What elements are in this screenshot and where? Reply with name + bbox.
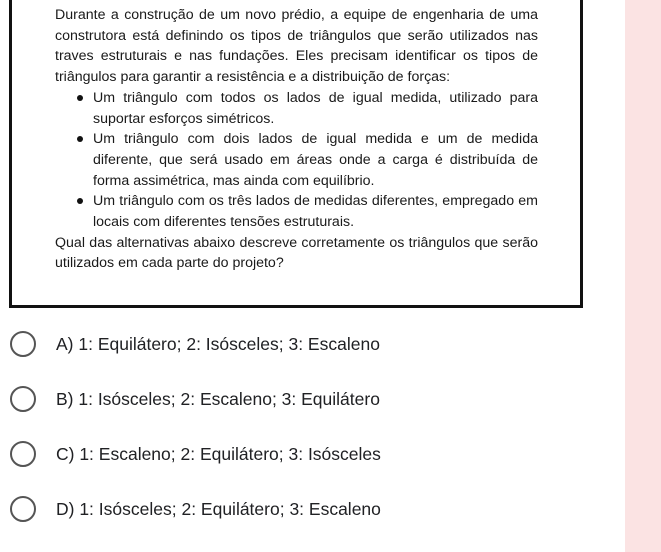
option-c[interactable] xyxy=(10,437,381,471)
option-d[interactable] xyxy=(10,492,381,526)
question-intro: Durante a construção de um novo prédio, a equipe de engenharia de uma construtora está definindo os tipos de triângulos que serão utilizados nas traves estruturais e nas fundações. Eles precisam identificar os tipos de triângulos para garantir a resistência e a distribuição de forças: xyxy=(55,7,538,86)
option-b-label: B) 1: Isósceles; 2: Escaleno; 3: Equilátero xyxy=(56,388,380,409)
bullet-item-1: Um triângulo com todos os lados de igual medida, utilizado para suportar esforços simétricos. xyxy=(93,88,538,129)
option-d-label: D) 1: Isósceles; 2: Equilátero; 3: Escaleno xyxy=(56,498,381,519)
radio-a[interactable] xyxy=(10,331,36,357)
option-c-label: C) 1: Escaleno; 2: Equilátero; 3: Isósceles xyxy=(56,443,381,464)
bullet-item-3: Um triângulo com os três lados de medidas diferentes, empregado em locais com diferentes tensões estruturais. xyxy=(93,191,538,232)
radio-c[interactable] xyxy=(10,441,36,467)
question-text xyxy=(55,5,538,274)
option-b[interactable] xyxy=(10,382,380,416)
radio-d[interactable] xyxy=(10,496,36,522)
question-prompt: Qual das alternativas abaixo descreve corretamente os triângulos que serão utilizados em cada parte do projeto? xyxy=(55,234,538,272)
side-panel xyxy=(625,0,661,552)
option-a-label: A) 1: Equilátero; 2: Isósceles; 3: Escaleno xyxy=(56,333,380,354)
bullet-item-2: Um triângulo com dois lados de igual medida e um de medida diferente, que será usado em áreas onde a carga é distribuída de forma assimétrica, mas ainda com equilíbrio. xyxy=(93,129,538,191)
triangle-list xyxy=(55,88,538,233)
option-a[interactable] xyxy=(10,327,380,361)
radio-b[interactable] xyxy=(10,386,36,412)
